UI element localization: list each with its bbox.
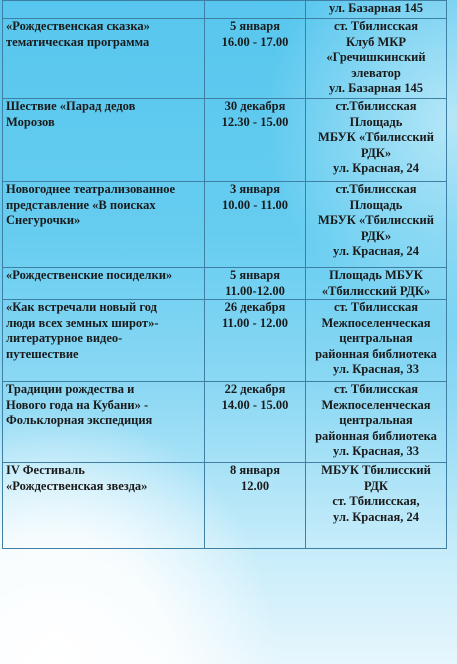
event-time-cell xyxy=(205,300,306,382)
event-location-line: ул. Красная, 24 xyxy=(333,161,419,175)
event-location-cell xyxy=(306,182,447,268)
event-location-line: МБУК Тбилисский xyxy=(321,463,431,477)
event-title-line: «Как встречали новый год xyxy=(6,300,157,314)
event-title-line: представление «В поисках xyxy=(6,197,156,212)
event-time-line: 8 января xyxy=(229,463,281,477)
event-location-line: ул. Красная, 33 xyxy=(333,362,419,376)
event-time-line: 5 января xyxy=(229,19,281,33)
event-location-line: ул. Красная, 24 xyxy=(333,509,419,524)
event-location-line: «Тбилисский РДК» xyxy=(321,283,431,298)
event-title-cell xyxy=(3,99,205,182)
event-location-line: ст.Тбилисская xyxy=(335,99,417,113)
event-location-line: центральная xyxy=(339,413,413,427)
event-location-cell xyxy=(306,268,447,300)
event-location-line: МБУК «Тбилисский xyxy=(318,130,434,144)
event-title-line: Новогоднее театрализованное xyxy=(6,182,176,196)
event-location-line: Площадь xyxy=(349,197,403,212)
event-time-cell xyxy=(205,19,306,99)
event-location-line: Клуб МКР xyxy=(345,34,407,49)
event-location-line: центральная xyxy=(339,331,413,345)
event-location-cell xyxy=(306,99,447,182)
event-time-cell xyxy=(205,1,306,19)
event-location-cell xyxy=(306,382,447,463)
event-time-line: 22 декабря xyxy=(224,382,286,396)
event-location-line: элеватор xyxy=(351,65,401,80)
event-title-line: «Рождественские посиделки» xyxy=(6,268,173,282)
event-title-line: путешествие xyxy=(6,346,79,361)
event-location-cell xyxy=(306,463,447,549)
event-time-line: 26 декабря xyxy=(224,300,286,314)
event-time-line: 5 января xyxy=(229,268,281,282)
event-title-line: люди всех земных широт»- xyxy=(6,315,159,330)
event-title-line: тематическая программа xyxy=(6,34,150,49)
event-time-cell xyxy=(205,99,306,182)
event-location-line: районная библиотека xyxy=(315,346,437,361)
event-schedule-table xyxy=(2,0,447,549)
event-title-line: Традиции рождества и xyxy=(6,382,135,396)
event-title-line: Нового года на Кубани» - xyxy=(6,397,149,412)
event-time-cell xyxy=(205,382,306,463)
event-time-line: 12.30 - 15.00 xyxy=(221,114,289,129)
event-location-line: Межпоселенческая xyxy=(321,315,431,330)
event-location-line: РДК» xyxy=(360,145,392,160)
event-time-line: 14.00 - 15.00 xyxy=(221,397,289,412)
event-location-line: ст. Тбилисская xyxy=(333,382,419,396)
event-title-line: IV Фестиваль xyxy=(6,463,85,477)
event-location-line: ул. Базарная 145 xyxy=(328,1,424,15)
event-location-line: Межпоселенческая xyxy=(321,397,431,412)
table-row xyxy=(3,19,447,99)
event-location-line: МБУК «Тбилисский xyxy=(318,213,434,227)
table-row xyxy=(3,382,447,463)
table-row xyxy=(3,99,447,182)
event-location-line: РДК» xyxy=(360,228,392,243)
event-location-line: «Гречишкинский xyxy=(326,50,426,64)
event-location-line: РДК xyxy=(364,478,388,493)
event-time-line: 11.00 - 12.00 xyxy=(222,315,288,330)
event-title-line: Морозов xyxy=(6,114,55,129)
event-location-cell xyxy=(306,300,447,382)
event-location-line: ул. Базарная 145 xyxy=(328,81,424,95)
event-time-line: 10.00 - 11.00 xyxy=(222,197,288,212)
event-location-line: ст. Тбилисская, xyxy=(332,494,420,508)
event-location-line: ст.Тбилисская xyxy=(335,182,417,196)
table-row xyxy=(3,182,447,268)
event-location-line: ст. Тбилисская xyxy=(333,300,419,314)
event-location-line: Площадь МБУК xyxy=(329,268,423,282)
event-location-line: районная библиотека xyxy=(315,428,437,443)
event-location-line: ул. Красная, 33 xyxy=(333,444,419,458)
event-title-cell xyxy=(3,382,205,463)
event-title-line: литературное видео- xyxy=(6,331,123,345)
schedule-body xyxy=(3,1,447,549)
event-location-line: ст. Тбилисская xyxy=(333,19,419,33)
event-time-cell xyxy=(205,182,306,268)
event-time-cell xyxy=(205,268,306,300)
event-location-cell xyxy=(306,1,447,19)
event-title-line: Снегурочки» xyxy=(6,213,81,227)
event-time-line: 11.00-12.00 xyxy=(225,283,285,298)
event-time-line: 3 января xyxy=(229,182,281,196)
event-time-line: 12.00 xyxy=(240,478,270,493)
table-row xyxy=(3,1,447,19)
table-row xyxy=(3,300,447,382)
event-title-cell xyxy=(3,300,205,382)
event-title-cell xyxy=(3,463,205,549)
table-row xyxy=(3,268,447,300)
event-title-line: Шествие «Парад дедов xyxy=(6,99,136,113)
event-location-line: ул. Красная, 24 xyxy=(333,244,419,258)
event-time-line: 16.00 - 17.00 xyxy=(221,34,289,49)
event-time-line: 30 декабря xyxy=(224,99,286,113)
event-title-line: Фольклорная экспедиция xyxy=(6,413,153,427)
event-title-cell xyxy=(3,182,205,268)
event-title-line: «Рождественская звезда» xyxy=(6,478,148,493)
event-location-line: Площадь xyxy=(349,114,403,129)
event-title-cell xyxy=(3,1,205,19)
event-title-cell xyxy=(3,268,205,300)
event-title-line: «Рождественская сказка» xyxy=(6,19,150,33)
event-title-cell xyxy=(3,19,205,99)
event-time-cell xyxy=(205,463,306,549)
event-location-cell xyxy=(306,19,447,99)
table-row xyxy=(3,463,447,549)
